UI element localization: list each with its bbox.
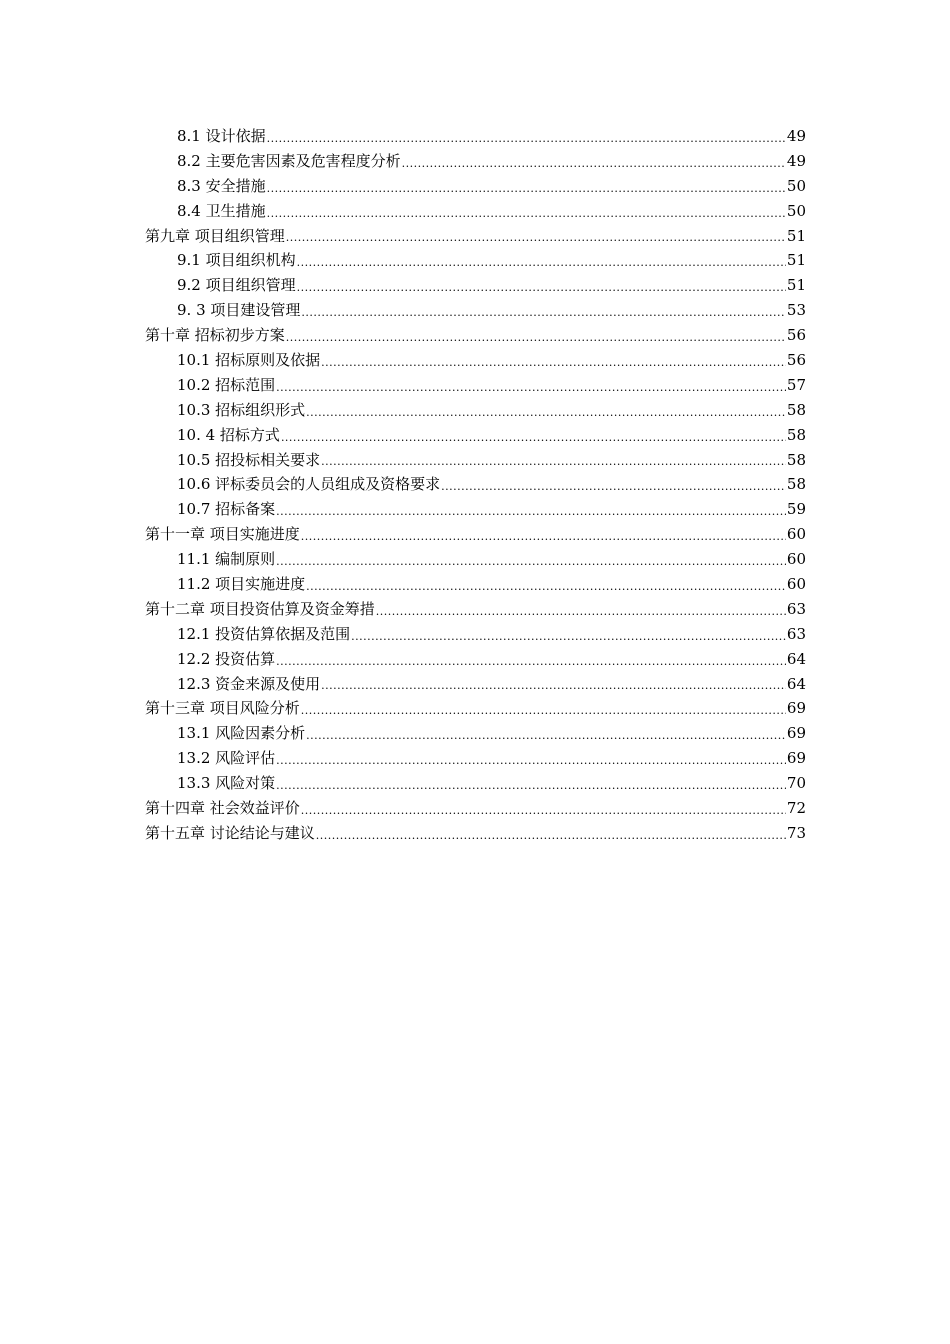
toc-entry-title: 13.3 风险对策 [177,774,276,793]
toc-section-entry[interactable] [145,273,806,298]
toc-section-entry[interactable] [145,721,806,746]
toc-page-number: 56 [786,351,806,369]
toc-entry-title: 11.1 编制原则 [177,550,276,569]
toc-dot-leader [275,771,786,796]
toc-section-entry[interactable] [145,448,806,473]
toc-page-number: 57 [786,375,806,394]
toc-section-entry[interactable] [145,672,806,697]
toc-section-entry[interactable] [145,298,806,323]
toc-entry-title: 10.1 招标原则及依据 [177,351,321,369]
toc-page-number: 58 [786,475,806,494]
toc-dot-leader [305,721,786,746]
toc-entry-title: 12.1 投资估算依据及范围 [177,624,351,643]
toc-dot-leader [266,174,786,199]
toc-entry-title: 8.2 主要危害因素及危害程度分析 [177,151,401,170]
toc-section-entry[interactable] [145,622,806,647]
toc-dot-leader [285,323,786,348]
toc-page-number: 63 [786,599,806,618]
toc-dot-leader [275,746,786,771]
toc-page-number: 51 [786,251,806,270]
toc-page-number: 60 [786,525,806,544]
toc-page-number: 69 [786,699,806,718]
toc-page-number: 58 [786,450,806,469]
toc-chapter-entry[interactable] [145,597,806,622]
toc-dot-leader [266,199,786,224]
toc-page-number: 60 [786,575,806,594]
toc-dot-leader [375,597,786,622]
toc-section-entry[interactable] [145,149,806,174]
toc-section-entry[interactable] [145,472,806,497]
toc-dot-leader [266,124,786,149]
toc-page-number: 51 [786,276,806,295]
toc-section-entry[interactable] [145,423,806,448]
toc-page-number: 49 [786,126,806,145]
toc-entry-title: 第十二章 项目投资估算及资金筹措 [145,599,375,618]
toc-section-entry[interactable] [145,547,806,572]
toc-chapter-entry[interactable] [145,796,806,821]
toc-section-entry[interactable] [145,647,806,672]
toc-dot-leader [280,423,786,448]
toc-page-number: 59 [786,500,806,519]
toc-page-number: 73 [786,823,806,842]
toc-entry-title: 11.2 项目实施进度 [177,575,306,594]
toc-dot-leader [296,273,786,298]
toc-dot-leader [305,572,786,597]
toc-page-number: 51 [786,226,806,245]
toc-section-entry[interactable] [145,497,806,522]
toc-page-number: 69 [786,749,806,768]
table-of-contents [145,124,806,846]
toc-dot-leader [305,398,786,423]
toc-page-number: 70 [786,774,806,793]
toc-entry-title: 8.4 卫生措施 [177,201,266,220]
toc-page-number: 49 [786,151,806,170]
toc-entry-title: 13.2 风险评估 [177,749,276,768]
toc-page-number: 60 [786,550,806,569]
toc-page-number: 50 [786,201,806,220]
toc-page-number: 50 [786,176,806,195]
toc-dot-leader [275,373,786,398]
toc-section-entry[interactable] [145,373,806,398]
toc-dot-leader [300,796,786,821]
toc-section-entry[interactable] [145,771,806,796]
toc-page-number: 58 [786,425,806,444]
toc-dot-leader [300,522,786,547]
toc-entry-title: 10.7 招标备案 [177,500,276,519]
toc-entry-title: 第十三章 项目风险分析 [145,699,300,718]
toc-dot-leader [285,224,786,249]
toc-entry-title: 8.3 安全措施 [177,176,266,195]
toc-page-number: 56 [786,326,806,345]
toc-dot-leader [320,348,786,373]
toc-dot-leader [320,672,786,697]
toc-entry-title: 10.2 招标范围 [177,375,276,394]
toc-dot-leader [296,248,786,273]
toc-entry-title: 10.6 评标委员会的人员组成及资格要求 [177,475,441,494]
toc-dot-leader [320,448,786,473]
toc-entry-title: 第十一章 项目实施进度 [145,525,300,544]
toc-entry-title: 第十五章 讨论结论与建议 [145,823,315,842]
toc-chapter-entry[interactable] [145,522,806,547]
toc-entry-title: 9.1 项目组织机构 [177,251,296,270]
toc-chapter-entry[interactable] [145,821,806,846]
toc-page-number: 64 [786,649,806,668]
toc-dot-leader [300,298,786,323]
toc-entry-title: 第九章 项目组织管理 [145,226,285,245]
toc-dot-leader [275,547,786,572]
toc-page-number: 63 [786,624,806,643]
toc-entry-title: 8.1 设计依据 [177,126,266,145]
toc-page-number: 69 [786,724,806,743]
toc-section-entry[interactable] [145,746,806,771]
toc-dot-leader [275,647,786,672]
toc-dot-leader [440,472,786,497]
toc-section-entry[interactable] [145,248,806,273]
toc-entry-title: 9. 3 项目建设管理 [177,301,301,320]
toc-page-number: 58 [786,400,806,419]
toc-chapter-entry[interactable] [145,224,806,249]
toc-entry-title: 10.3 招标组织形式 [177,400,306,419]
toc-entry-title: 9.2 项目组织管理 [177,276,296,295]
toc-entry-title: 第十四章 社会效益评价 [145,799,300,818]
toc-chapter-entry[interactable] [145,696,806,721]
toc-page-number: 72 [786,799,806,818]
toc-dot-leader [300,696,786,721]
toc-section-entry[interactable] [145,572,806,597]
toc-entry-title: 13.1 风险因素分析 [177,724,306,743]
toc-section-entry[interactable] [145,199,806,224]
toc-section-entry[interactable] [145,174,806,199]
toc-section-entry[interactable] [145,398,806,423]
toc-section-entry[interactable] [145,124,806,149]
toc-dot-leader [350,622,786,647]
toc-page-number: 64 [786,674,806,693]
toc-section-entry[interactable] [145,348,806,373]
toc-chapter-entry[interactable] [145,323,806,348]
toc-dot-leader [275,497,786,522]
toc-dot-leader [401,149,786,174]
toc-dot-leader [315,821,786,846]
toc-entry-title: 10.5 招投标相关要求 [177,450,321,469]
toc-entry-title: 12.2 投资估算 [177,649,276,668]
toc-page-number: 53 [786,301,806,320]
toc-entry-title: 第十章 招标初步方案 [145,326,285,345]
toc-entry-title: 12.3 资金来源及使用 [177,674,321,693]
toc-entry-title: 10. 4 招标方式 [177,425,280,444]
